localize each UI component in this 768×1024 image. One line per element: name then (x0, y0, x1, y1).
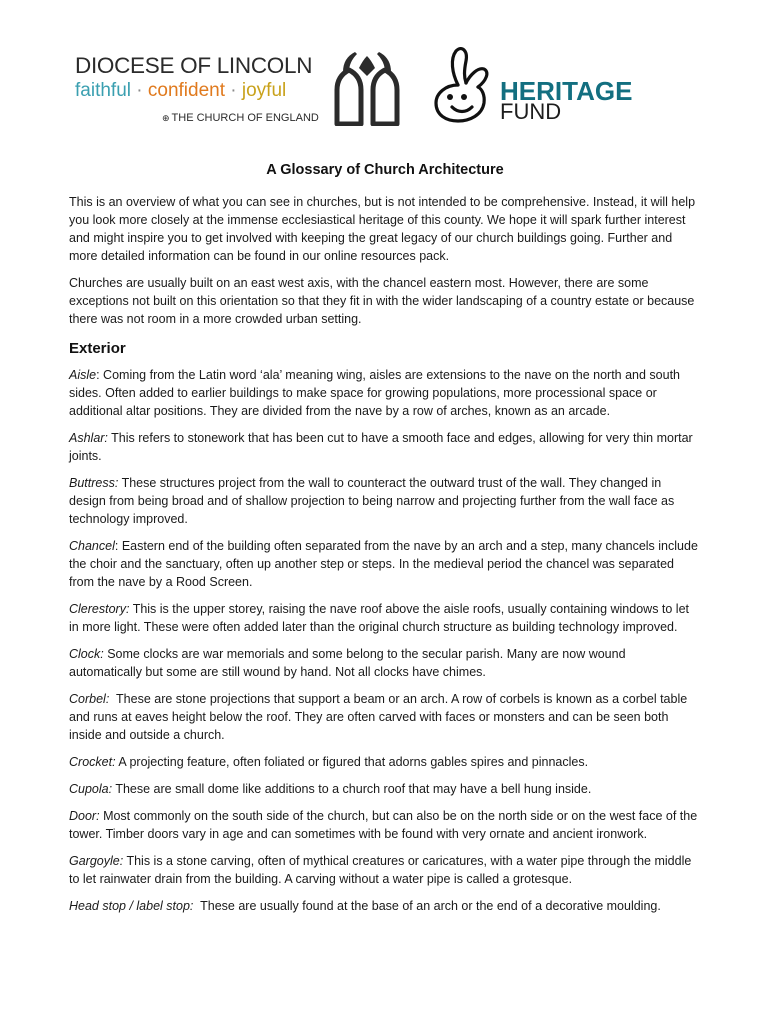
glossary-entry (69, 690, 701, 744)
glossary-definition: These structures project from the wall to counteract the outward trust of the wall. They changed in design from being broad and of shallow projection to being narrow and projecting further from the wall face as technology improved. (69, 476, 675, 526)
glossary-term: Buttress: (69, 476, 119, 490)
glossary-definition: These are small dome like additions to a church roof that may have a bell hung inside. (115, 782, 592, 796)
heritage-wordmark: HERITAGE (500, 76, 633, 106)
section-heading-exterior: Exterior (69, 340, 126, 357)
glossary-entry (69, 429, 701, 465)
glossary-entry (69, 645, 701, 681)
church-of-england-icon: ⊕ (162, 113, 170, 123)
glossary-term: Door: (69, 809, 100, 823)
glossary-term: Gargoyle: (69, 854, 124, 868)
diocese-logo (75, 54, 335, 102)
church-of-england-label (162, 112, 319, 124)
glossary-entry (69, 897, 701, 915)
motto-joyful: joyful (241, 80, 287, 101)
glossary-term: Crocket: (69, 755, 116, 769)
glossary-entry (69, 753, 701, 771)
glossary-term: Clerestory: (69, 602, 130, 616)
glossary-term: Clock: (69, 647, 104, 661)
intro-paragraph: Churches are usually built on an east west axis, with the chancel eastern most. However, there are some exceptions not built on this orientation so that they fit in with the wider landscaping of a country estate or because there was not room in a more crowded urban setting. (69, 276, 695, 326)
glossary-definition: Some clocks are war memorials and some belong to the secular parish. Many are now wound automatically but some are still wound by hand. Not all clocks have chimes. (69, 647, 626, 679)
glossary-definition: Most commonly on the south side of the church, but can also be on the north side or on the west face of the tower. Timber doors vary in age and can sometimes with be found with very ornate and ancient ironwork. (69, 809, 698, 841)
glossary-definition: Coming from the Latin word ‘ala’ meaning wing, aisles are extensions to the nave on the north and south sides. Often added to earlier buildings to make space for growing populations, more processional space or additional altar positions. They are divided from the nave by a row of arches, known as an arcade. (69, 368, 681, 418)
glossary-entry (69, 780, 701, 798)
glossary-entry (69, 537, 701, 591)
fund-wordmark: FUND (500, 99, 562, 124)
document-title: A Glossary of Church Architecture (266, 162, 504, 178)
motto-separator: · (230, 80, 237, 101)
glossary-term: Cupola: (69, 782, 113, 796)
glossary-definition: This refers to stonework that has been cut to have a smooth face and edges, allowing for very thin mortar joints. (69, 431, 693, 463)
glossary-term-separator: : (96, 368, 104, 382)
glossary-definition: This is the upper storey, raising the nave roof above the aisle roofs, usually containing windows to let in more light. These were often added later than the original church structure as building technology improved. (69, 602, 690, 634)
church-doors-icon (333, 50, 401, 126)
glossary-term-separator: : (114, 539, 122, 553)
motto-confident: confident (147, 80, 225, 101)
motto-faithful: faithful (75, 80, 131, 101)
glossary-definition: This is a stone carving, often of mythical creatures or caricatures, with a water pipe through the middle to let rainwater drain from the building. A carving without a water pipe is called a grotesque. (69, 854, 692, 886)
motto-separator: · (136, 80, 143, 101)
glossary-definition: A projecting feature, often foliated or figured that adorns gables spires and pinnacles. (118, 755, 589, 769)
glossary-entry (69, 600, 701, 636)
glossary-term: Chancel (69, 539, 115, 553)
glossary-term: Ashlar: (69, 431, 108, 445)
glossary-term: Corbel: (69, 692, 110, 706)
glossary-term: Head stop / label stop: (69, 899, 194, 913)
glossary-definition: These are usually found at the base of an arch or the end of a decorative moulding. (200, 899, 661, 913)
crossed-fingers-icon (430, 45, 494, 125)
page-header (0, 0, 768, 140)
glossary-list (69, 366, 701, 915)
glossary-entry (69, 807, 701, 843)
glossary-entry (69, 474, 701, 528)
glossary-term: Aisle (69, 368, 97, 382)
glossary-entry (69, 366, 701, 420)
intro-paragraph: This is an overview of what you can see in churches, but is not intended to be comprehensive. Instead, it will help you look more closely at the immense ecclesiastical heritage of this county. We hope it will spark further interest and might inspire you to get involved with keeping the great legacy of our church buildings going. Further and more detailed information can be found in our online resources pack. (69, 195, 696, 263)
diocese-name: DIOCESE OF LINCOLN (75, 53, 313, 78)
glossary-entry (69, 852, 701, 888)
glossary-definition: These are stone projections that support a beam or an arch. A row of corbels is known as a corbel table and runs at eaves height below the roof. They are often carved with faces or monsters and can be seen both inside and outside a church. (69, 692, 688, 742)
diocese-motto (75, 80, 335, 102)
glossary-definition: Eastern end of the building often separated from the nave by an arch and a step, many chancels include the choir and the sanctuary, often up another step or steps. In the medieval period the chancel was separated from the nave by a Rood Screen. (69, 539, 698, 589)
document-body (69, 158, 701, 924)
church-of-england-text: THE CHURCH OF ENGLAND (171, 112, 319, 124)
